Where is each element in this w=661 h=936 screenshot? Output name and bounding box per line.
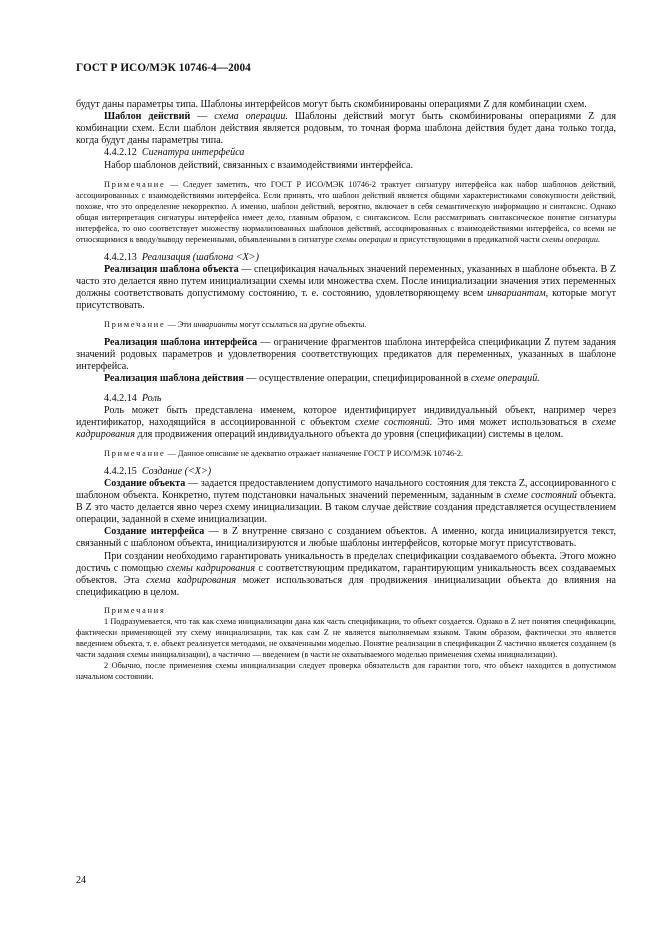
note-label: Примечание: [104, 320, 166, 330]
paragraph-text: — в Z внутренне связано с созданием объектов. А именно, когда инициализируется текст, связанный с шаблоном объекта, инициализируются и любые шаблоны интерфейсов, которые могут присутствовать.: [76, 526, 616, 550]
italic-term: схеме кадрирования: [76, 416, 617, 440]
section-heading: [76, 393, 616, 405]
note-text: могут ссылаться на другие объекты.: [237, 320, 367, 330]
section-number: 4.4.2.12: [104, 147, 137, 159]
paragraph: [76, 526, 616, 550]
section-title: Реализация (шаблона <X>): [141, 251, 259, 263]
section-title: Роль: [141, 392, 162, 404]
paragraph-text: которые могут присутствовать.: [76, 287, 616, 312]
italic-term: инвариантам,: [487, 287, 549, 299]
paragraph-text: Роль может быть представлена именем, которое идентифицирует индивидуальный объект, например через идентификатор, находящийся в ассоциированной с объектом: [76, 404, 616, 428]
term: Реализация шаблона интерфейса: [104, 337, 258, 349]
notes-label: Примечания: [104, 605, 166, 615]
section-number: 4.4.2.15: [104, 465, 137, 477]
note-italic: схемы операции: [335, 234, 392, 244]
note: [76, 179, 616, 245]
paragraph: [76, 337, 616, 373]
note: [76, 319, 616, 330]
paragraph-text: Это имя может использоваться в: [432, 416, 593, 428]
section-number: 4.4.2.13: [104, 251, 137, 263]
paragraph: [76, 264, 616, 312]
section-heading: [76, 466, 616, 478]
term: Создание объекта: [104, 477, 186, 489]
term-definition: схема операции.: [214, 111, 288, 123]
section-title: Создание (<X>): [141, 465, 212, 477]
paragraph: [76, 405, 616, 441]
note-text: и присутствующими в предикатной части: [391, 234, 542, 244]
paragraph-text: объекта. В Z это часто делается явно через схему инициализации. В таком случае действие создания представляется осуществлением операции, заданной в схеме инициализации.: [76, 490, 616, 526]
paragraph-text: — спецификация начальных значений переменных, указанных в шаблоне объекта. В Z часто это делается явно путем инициализации схемы или множества схем. После инициализации значения этих переменных должны соответствовать допустимому состоянию, т. е. состоянию, удовлетворяющему всем: [76, 263, 616, 299]
paragraph: [76, 99, 616, 111]
notes-heading: [76, 605, 616, 616]
paragraph: [76, 160, 616, 172]
paragraph-text: При создании необходимо гарантировать уникальность в пределах спецификации создаваемого объекта. Этого можно достичь с помощью: [76, 550, 616, 574]
paragraph: [76, 551, 616, 599]
paragraph-text: — осуществление операции, специфицированной в: [243, 373, 471, 385]
paragraph: [76, 478, 616, 526]
page-number: 24: [76, 875, 87, 886]
section-heading: [76, 252, 616, 264]
note-item: 2 Обычно, после применения схемы инициализации следует проверка обязательств для гарантии того, что объект находится в допустимом начальном состоянии.: [76, 660, 616, 681]
note-text: — Эти: [165, 320, 194, 330]
document-header: ГОСТ Р ИСО/МЭК 10746-4—2004: [76, 62, 251, 74]
note-italic: инварианты: [193, 320, 238, 330]
note-label: Примечание: [104, 179, 166, 189]
section-number: 4.4.2.14: [104, 392, 137, 404]
italic-term: схеме состояний: [504, 490, 577, 502]
term: Реализация шаблона действия: [104, 373, 244, 385]
term: Реализация шаблона объекта: [104, 263, 239, 275]
paragraph-text: — задается предоставлением допустимого начального состояния для текста Z, ассоциированного с шаблоном объекта. Конкретно, путем подстановки начальных значений переменным, заданным в: [76, 477, 617, 502]
dash: —: [190, 111, 215, 123]
italic-term: схема кадрирования: [145, 574, 237, 586]
note: [76, 448, 616, 459]
paragraph: [76, 373, 616, 385]
paragraph-action-template: [76, 111, 616, 147]
note-item: 1 Подразумевается, что так как схема инициализации дана как часть спецификации, то объект создается. Однако в Z нет понятия спецификации, фактически применяющей эту схему инициализации, так как сам Z не является выполняемым языком. Таким образом, фактически это является введением объекта, т. е. объект реализуется методами, не охваченными моделью. Понятие реализации в спецификации Z частично является созданием (в части задания схемы инициализации), а частично — введением (в части не охватываемого моделью применения схемы инициализации).: [76, 616, 616, 659]
note-italic: схемы операции.: [541, 234, 601, 244]
paragraph-text: Набор шаблонов действий, связанных с взаимодействиями интерфейса.: [104, 159, 413, 171]
italic-term: схеме состояний.: [355, 416, 433, 428]
paragraph-text: может использоваться для продвижения инициализации объекта до влияния на спецификацию в целом.: [76, 574, 616, 598]
paragraph-text: Шаблоны действий могут быть скомбинированы операциями Z для комбинации схем. Если шаблон действия является родовым, то точная форма шаблона действия будет дана только тогда, когда будут даны параметры типа.: [76, 111, 616, 147]
note-text: — Данное описание не адекватно отражает назначение ГОСТ Р ИСО/МЭК 10746-2.: [165, 448, 464, 458]
section-title: Сигнатура интерфейса: [141, 147, 245, 159]
paragraph-text: — ограничение фрагментов шаблона интерфейса спецификации Z путем задания значений родовых параметров и удовлетворения соответствующих предикатов для переменных, указанных в шаблоне интерфейса.: [76, 337, 617, 373]
note-text: — Следует заметить, что ГОСТ Р ИСО/МЭК 10746-2 трактует сигнатуру интерфейса как набор шаблонов действий, ассоциированных с взаимодействиями интерфейса. Если принять, что шаблон действий является общими характеристиками совокупности действий, похоже, что это определение некорректно. А именно, шаблон действий, вероятно, включает в себя семантическую информацию и синтаксис. Однако общая интерпретация сигнатуры интерфейса имеет дело, главным образом, с синтаксисом. Если рассматривать синтаксическое понятие сигнатуры интерфейса, то оно соответствует множеству нормализованных шаблонов действий, ассоциированных с взаимодействиями интерфейса, со всеми не относящимися к вводу/выводу переменными, объявленными в сигнатуре: [76, 179, 616, 244]
paragraph-text: будут даны параметры типа. Шаблоны интерфейсов могут быть скомбинированы операциями Z для комбинации схем.: [76, 99, 587, 111]
term: Шаблон действий: [104, 111, 191, 123]
section-heading: [76, 147, 616, 159]
paragraph-text: для продвижения операций индивидуального объекта до уровня (спецификации) системы в целом.: [134, 428, 564, 440]
italic-term: схеме операций.: [470, 373, 540, 385]
paragraph-text: с соответствующим предикатом, гарантирующим уникальность всех создаваемых объектов. Эта: [76, 562, 616, 586]
note-label: Примечание: [104, 448, 166, 458]
term: Создание интерфейса: [104, 526, 205, 538]
italic-term: схемы кадрирования: [166, 562, 256, 574]
document-page: [76, 62, 616, 682]
